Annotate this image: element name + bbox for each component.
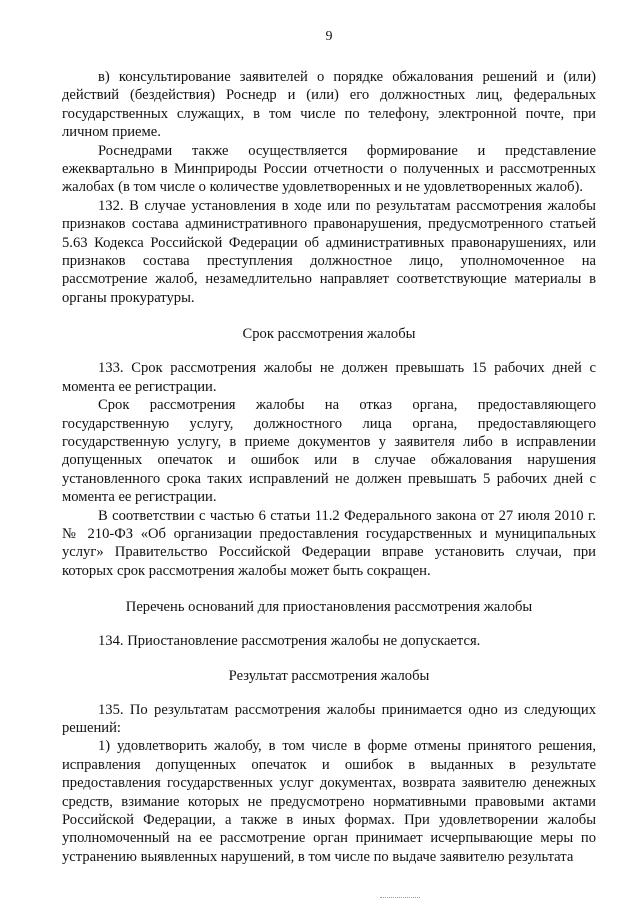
paragraph-law-reference: В соответствии с частью 6 статьи 11.2 Федерального закона от 27 июля 2010 г. № 210-ФЗ «Об организации предоставления государственных и муниципальных услуг» Правительство Российской Федерации вправе установить случаи, при которых срок рассмотрения жалобы может быть сокращен. bbox=[62, 507, 596, 579]
paragraph-135-item-1: 1) удовлетворить жалобу, в том числе в форме отмены принятого решения, исправления допущенных опечаток и ошибок в выданных в результате предоставления государственных услуг документах, возврата заявителю денежных средств, взимание которых не предусмотрено нормативными правовыми актами Российской Федерации, а также в иных формах. При удовлетворении жалобы уполномоченный на ее рассмотрение орган принимает исчерпывающие меры по устранению выявленных нарушений, в том числе по выдаче заявителю результата bbox=[62, 738, 596, 865]
paragraph-133: 133. Срок рассмотрения жалобы не должен превышать 15 рабочих дней с момента ее регистрации. bbox=[62, 360, 596, 395]
heading-review-period: Срок рассмотрения жалобы bbox=[242, 326, 416, 343]
scan-artifact bbox=[380, 897, 420, 900]
heading-review-result: Результат рассмотрения жалобы bbox=[228, 667, 430, 684]
paragraph-135: 135. По результатам рассмотрения жалобы принимается одно из следующих решений: bbox=[62, 701, 596, 736]
page-number: 9 bbox=[325, 29, 333, 44]
document-page bbox=[62, 28, 596, 866]
heading-suspension-grounds: Перечень оснований для приостановления рассмотрения жалобы bbox=[125, 599, 533, 616]
paragraph-reporting: Роснедрами также осуществляется формирование и представление ежеквартально в Минприроды России отчетности о полученных и рассмотренных жалобах (в том числе о количестве удовлетворенных и не удовлетворенных жалоб). bbox=[62, 142, 596, 196]
paragraph-consulting: в) консультирование заявителей о порядке обжалования решений и (или) действий (бездействия) Роснедр и (или) его должностных лиц, федеральных государственных служащих, в том числе по телефону, электронной почте, при личном приеме. bbox=[62, 69, 596, 141]
paragraph-132: 132. В случае установления в ходе или по результатам рассмотрения жалобы признаков состава административного правонарушения, предусмотренного статьей 5.63 Кодекса Российской Федерации об административных правонарушениях, или признаков состава преступления должностное лицо, уполномоченное на рассмотрение жалоб, незамедлительно направляет соответствующие материалы в органы прокуратуры. bbox=[62, 197, 596, 306]
paragraph-134: 134. Приостановление рассмотрения жалобы не допускается. bbox=[98, 633, 481, 650]
paragraph-refusal-period: Срок рассмотрения жалобы на отказ органа, предоставляющего государственную услугу, должностного лица органа, предоставляющего государственную услугу, в приеме документов у заявителя либо в исправлении допущенных опечаток и ошибок или в случае обжалования нарушения установленного срока таких исправлений не должен превышать 5 рабочих дней с момента ее регистрации. bbox=[62, 397, 596, 506]
